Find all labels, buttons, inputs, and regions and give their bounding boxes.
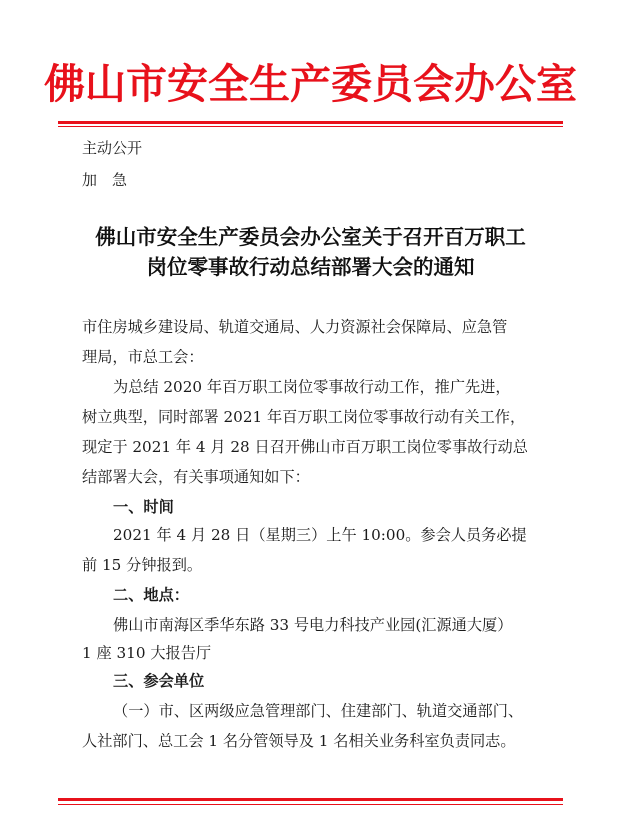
footer-divider-thick xyxy=(58,798,563,801)
urgency-label: 加 急 xyxy=(82,171,128,189)
body-paragraph-line: 现定于 2021 年 4 月 28 日召开佛山市百万职工岗位零事故行动总 xyxy=(82,438,528,456)
body-paragraph-line: 为总结 2020 年百万职工岗位零事故行动工作，推广先进， xyxy=(113,378,511,396)
body-paragraph-line: 结部署大会，有关事项通知如下： xyxy=(82,468,310,486)
addressee-line: 市住房城乡建设局、轨道交通局、人力资源社会保障局、应急管 xyxy=(82,318,508,336)
time-detail-line: 2021 年 4 月 28 日（星期三）上午 10:00。参会人员务必提 xyxy=(113,526,527,544)
time-detail-line: 前 15 分钟报到。 xyxy=(82,556,203,574)
disclosure-label: 主动公开 xyxy=(82,139,143,157)
participants-detail-line: （一）市、区两级应急管理部门、住建部门、轨道交通部门、 xyxy=(113,702,524,720)
section-heading-time: 一、时间 xyxy=(113,498,174,516)
notice-title-line: 佛山市安全生产委员会办公室关于召开百万职工 xyxy=(95,225,526,249)
issuing-office-title: 佛山市安全生产委员会办公室 xyxy=(44,60,577,108)
location-detail-line: 1 座 310 大报告厅 xyxy=(82,644,212,662)
notice-title xyxy=(60,222,561,282)
section-heading-location: 二、地点： xyxy=(113,586,189,604)
addressee-line: 理局，市总工会： xyxy=(82,348,204,366)
header-divider-thick xyxy=(58,121,563,124)
notice-title-line: 岗位零事故行动总结部署大会的通知 xyxy=(146,255,475,279)
location-detail-line: 佛山市南海区季华东路 33 号电力科技产业园(汇源通大厦） xyxy=(113,616,513,634)
section-heading-participants: 三、参会单位 xyxy=(113,672,205,690)
footer-divider-thin xyxy=(58,804,563,805)
header-divider-thin xyxy=(58,126,563,127)
body-paragraph-line: 树立典型，同时部署 2021 年百万职工岗位零事故行动有关工作， xyxy=(82,408,526,426)
participants-detail-line: 人社部门、总工会 1 名分管领导及 1 名相关业务科室负责同志。 xyxy=(82,732,516,750)
